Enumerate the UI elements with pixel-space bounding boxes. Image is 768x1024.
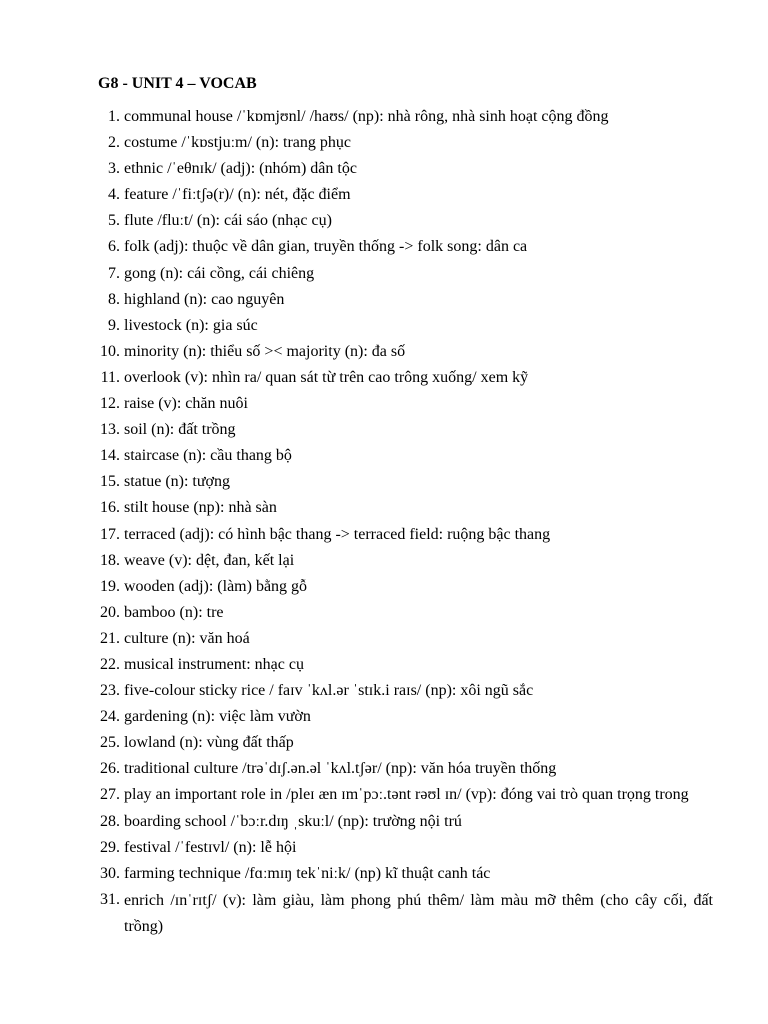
- list-item-number: 19.: [100, 577, 120, 595]
- list-item-number: 20.: [100, 603, 120, 621]
- list-item: [0, 862, 768, 888]
- list-item: [0, 627, 768, 653]
- list-item-text: livestock (n): gia súc: [124, 316, 258, 334]
- list-item-text: statue (n): tượng: [124, 473, 230, 491]
- list-item-text: boarding school /ˈbɔːr.dɪŋ ˌskuːl/ (np): trường nội trú: [124, 812, 462, 830]
- list-item: [0, 418, 768, 444]
- list-item-text: traditional culture /trəˈdɪʃ.ən.əl ˈkʌl.tʃər/ (np): văn hóa truyền thống: [124, 760, 557, 778]
- list-item: [0, 888, 768, 944]
- vocab-list: [0, 105, 768, 944]
- list-item-text: enrich /ɪnˈrɪtʃ/ (v): làm giàu, làm phong phú thêm/ làm màu mỡ thêm (cho cây cối, đất trồng): [124, 891, 713, 935]
- list-item-text: lowland (n): vùng đất thấp: [124, 734, 294, 752]
- list-item-number: 18.: [100, 551, 120, 569]
- list-item-number: 30.: [100, 864, 120, 882]
- list-item-text: weave (v): dệt, đan, kết lại: [124, 551, 295, 569]
- list-item: [0, 131, 768, 157]
- list-item: [0, 105, 768, 131]
- list-item-text: musical instrument: nhạc cụ: [124, 655, 304, 673]
- list-item-text: flute /fluːt/ (n): cái sáo (nhạc cụ): [124, 212, 332, 230]
- list-item-number: 16.: [100, 499, 120, 517]
- list-item-number: 31.: [100, 890, 120, 908]
- list-item: [0, 288, 768, 314]
- list-item-number: 14.: [100, 447, 120, 465]
- list-item-text: communal house /ˈkɒmjʊnl/ /haʊs/ (np): nhà rông, nhà sinh hoạt cộng đồng: [124, 108, 609, 125]
- list-item-text: wooden (adj): (làm) bằng gỗ: [124, 577, 308, 595]
- list-item-text: costume /ˈkɒstjuːm/ (n): trang phục: [124, 134, 351, 152]
- list-item: [0, 601, 768, 627]
- list-item-number: 10.: [100, 342, 120, 360]
- list-item-number: 26.: [100, 760, 120, 778]
- list-item: [0, 653, 768, 679]
- list-item-number: 2.: [108, 134, 120, 152]
- list-item-text: minority (n): thiểu số >< majority (n): đa số: [124, 342, 406, 360]
- list-item-number: 15.: [100, 473, 120, 491]
- list-item: [0, 810, 768, 836]
- list-item-number: 25.: [100, 734, 120, 752]
- list-item-text: stilt house (np): nhà sàn: [124, 499, 277, 517]
- list-item-number: 4.: [108, 186, 120, 204]
- list-item: [0, 836, 768, 862]
- list-item-number: 17.: [100, 525, 120, 543]
- list-item-text: five-colour sticky rice / faɪv ˈkʌl.ər ˈstɪk.i raɪs/ (np): xôi ngũ sắc: [124, 682, 534, 700]
- list-item-text: terraced (adj): có hình bậc thang -> terraced field: ruộng bậc thang: [124, 525, 551, 543]
- list-item: [0, 209, 768, 235]
- list-item-number: 23.: [100, 682, 120, 700]
- list-item-text: bamboo (n): tre: [124, 603, 224, 621]
- list-item-number: 13.: [100, 421, 120, 439]
- list-item-number: 3.: [108, 160, 120, 178]
- list-item: [0, 496, 768, 522]
- list-item-text: gardening (n): việc làm vườn: [124, 708, 311, 726]
- list-item: [0, 314, 768, 340]
- list-item: [0, 262, 768, 288]
- document-title: G8 - UNIT 4 – VOCAB: [98, 75, 257, 92]
- list-item: [0, 235, 768, 261]
- list-item-text: folk (adj): thuộc về dân gian, truyền thống -> folk song: dân ca: [124, 238, 528, 256]
- list-item-text: ethnic /ˈeθnɪk/ (adj): (nhóm) dân tộc: [124, 160, 357, 178]
- list-item: [0, 183, 768, 209]
- list-item-number: 5.: [108, 212, 120, 230]
- list-item-number: 8.: [108, 290, 120, 308]
- list-item-number: 6.: [108, 238, 120, 256]
- list-item: [0, 679, 768, 705]
- list-item-number: 28.: [100, 812, 120, 830]
- list-item-text: farming technique /fɑːmɪŋ tekˈniːk/ (np) kĩ thuật canh tác: [124, 864, 491, 882]
- list-item: [0, 523, 768, 549]
- list-item: [0, 549, 768, 575]
- list-item: [0, 340, 768, 366]
- list-item-text: soil (n): đất trồng: [124, 421, 236, 439]
- list-item-text: gong (n): cái cồng, cái chiêng: [124, 264, 315, 282]
- list-item-number: 11.: [100, 368, 120, 386]
- list-item: [0, 731, 768, 757]
- list-item-text: culture (n): văn hoá: [124, 629, 250, 647]
- list-item: [0, 757, 768, 783]
- list-item: [0, 470, 768, 496]
- list-item-text: staircase (n): cầu thang bộ: [124, 447, 292, 465]
- list-item-number: 21.: [100, 629, 120, 647]
- list-item-number: 1.: [108, 108, 120, 125]
- list-item-number: 27.: [100, 786, 120, 804]
- list-item: [0, 157, 768, 183]
- list-item-number: 12.: [100, 395, 120, 413]
- list-item-number: 7.: [108, 264, 120, 282]
- list-item-text: play an important role in /pleɪ æn ɪmˈpɔː.tənt rəʊl ɪn/ (vp): đóng vai trò quan trọng trong: [124, 786, 689, 804]
- list-item: [0, 575, 768, 601]
- list-item: [0, 705, 768, 731]
- list-item: [0, 783, 768, 809]
- list-item-number: 29.: [100, 838, 120, 856]
- list-item: [0, 366, 768, 392]
- list-item-text: raise (v): chăn nuôi: [124, 395, 248, 413]
- list-item: [0, 444, 768, 470]
- list-item-number: 22.: [100, 655, 120, 673]
- list-item-text: overlook (v): nhìn ra/ quan sát từ trên cao trông xuống/ xem kỹ: [124, 368, 529, 386]
- list-item-text: highland (n): cao nguyên: [124, 290, 285, 308]
- list-item: [0, 392, 768, 418]
- list-item-text: feature /ˈfiːtʃə(r)/ (n): nét, đặc điểm: [124, 186, 351, 204]
- list-item-number: 9.: [108, 316, 120, 334]
- list-item-number: 24.: [100, 708, 120, 726]
- list-item-text: festival /ˈfestɪvl/ (n): lễ hội: [124, 838, 297, 856]
